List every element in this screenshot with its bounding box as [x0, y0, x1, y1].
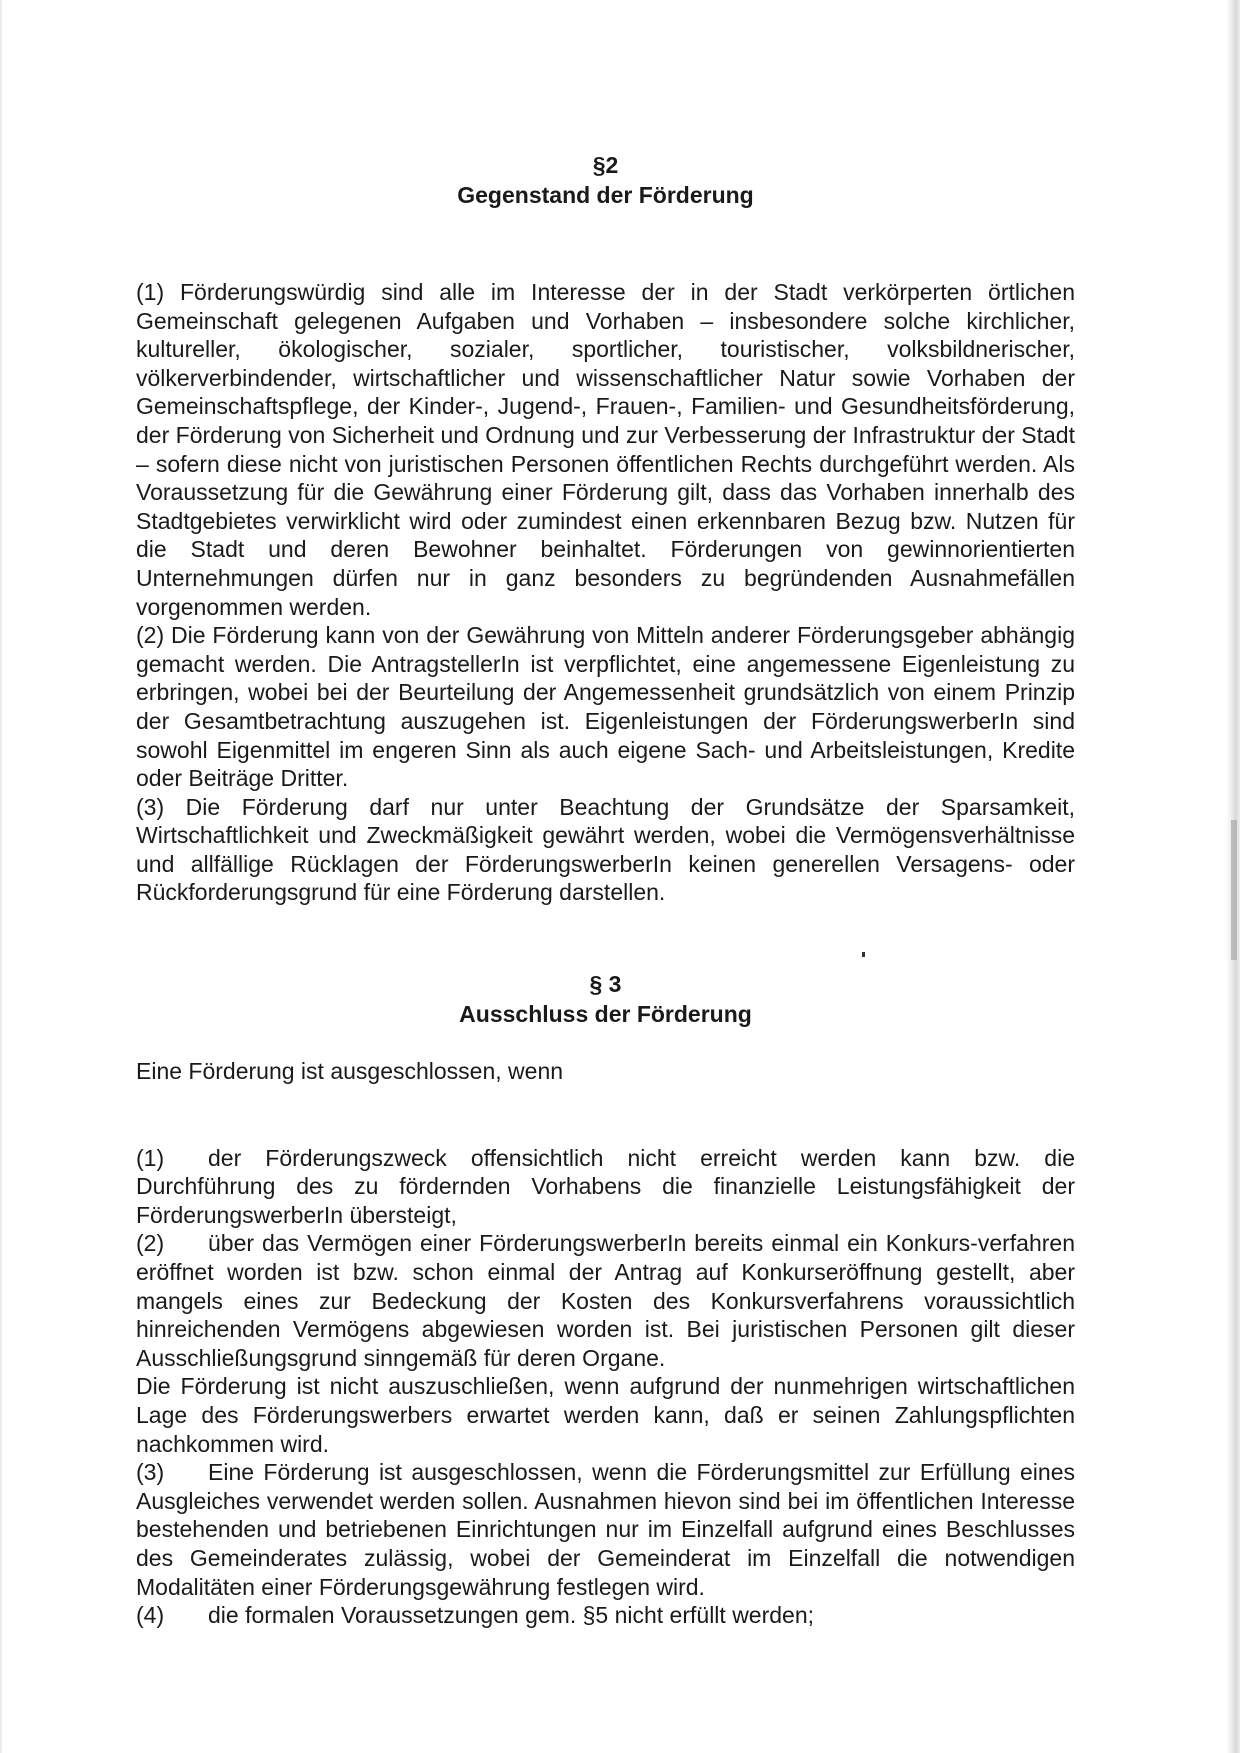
section-3-title: Ausschluss der Förderung	[459, 1001, 752, 1028]
scan-left-edge	[0, 0, 2, 1753]
item-text: die formalen Voraussetzungen gem. §5 nicht erfüllt werden;	[208, 1602, 815, 1629]
item-text: über das Vermögen einer FörderungswerberIn bereits einmal ein Konkurs-verfahren eröffnet worden ist bzw. schon einmal der Antrag auf Konkurseröffnung gestellt, aber mangels eines zur Bedeckung der Kosten des Konkursverfahrens voraussichtlich hinreichenden Vermögens abgewiesen worden ist. Bei juristischen Personen gilt dieser Ausschließungsgrund sinngemäß für deren Organe.	[136, 1230, 1075, 1371]
document-page	[136, 150, 1075, 1630]
section-3-item-2	[136, 1229, 1075, 1372]
item-number: (1)	[136, 1144, 165, 1171]
item-number: (2)	[136, 1230, 165, 1257]
section-3-note: Die Förderung ist nicht auszuschließen, wenn aufgrund der nunmehrigen wirtschaftlichen Lage des Förderungswerbers erwartet werden kann, daß er seinen Zahlungspflichten nachkommen wird.	[136, 1373, 1075, 1457]
scan-speck	[862, 952, 865, 957]
section-3-item-3	[136, 1458, 1075, 1601]
item-text: der Förderungszweck offensichtlich nicht erreicht werden kann bzw. die Durchführung des zu fördernden Vorhabens die finanzielle Leistungsfähigkeit der FörderungswerberIn übersteigt,	[136, 1144, 1075, 1228]
section-3-intro: Eine Förderung ist ausgeschlossen, wenn	[136, 1058, 564, 1085]
section-2-title: Gegenstand der Förderung	[457, 182, 754, 208]
item-number: (4)	[136, 1602, 165, 1629]
section-2-paragraph-3: (3) Die Förderung darf nur unter Beachtung der Grundsätze der Sparsamkeit, Wirtschaftlichkeit und Zweckmäßigkeit gewährt werden, wobei die Vermögensverhältnisse und allfällige Rücklagen der FörderungswerberIn keinen generellen Versagens- oder Rückforderungsgrund für eine Förderung darstellen.	[136, 793, 1075, 906]
section-3-heading	[136, 969, 1075, 1029]
section-3-item-1	[136, 1144, 1075, 1230]
section-2-heading	[136, 150, 1075, 210]
section-2-paragraph-1: (1) Förderungswürdig sind alle im Interesse der in der Stadt verkörperten örtlichen Gemeinschaft gelegenen Aufgaben und Vorhaben – insbesondere solche kirchlicher, kultureller, ökologischer, sozialer, sportlicher, touristischer, volksbildnerischer, völkerverbindender, wirtschaftlicher und wissenschaftlicher Natur sowie Vorhaben der Gemeinschaftspflege, der Kinder-, Jugend-, Frauen-, Familien- und Gesundheitsförderung, der Förderung von Sicherheit und Ordnung und zur Verbesserung der Infrastruktur der Stadt – sofern diese nicht von juristischen Personen öffentlichen Rechts durchgeführt werden. Als Voraussetzung für die Gewährung einer Förderung gilt, dass das Vorhaben innerhalb des Stadtgebietes verwirklicht wird oder zumindest einen erkennbaren Bezug bzw. Nutzen für die Stadt und deren Bewohner beinhaltet. Förderungen von gewinnorientierten Unternehmungen dürfen nur in ganz besonders zu begründenden Ausnahmefällen vorgenommen werden.	[136, 279, 1075, 620]
section-3-item-4	[136, 1601, 1075, 1630]
section-3-number: § 3	[589, 971, 622, 998]
scan-right-shadow	[1231, 820, 1237, 960]
section-2-paragraph-2: (2) Die Förderung kann von der Gewährung von Mitteln anderer Förderungsgeber abhängig gemacht werden. Die AntragstellerIn ist verpflichtet, eine angemessene Eigenleistung zu erbringen, wobei bei der Beurteilung der Angemessenheit grundsätzlich von einem Prinzip der Gesamtbetrachtung auszugehen ist. Eigenleistungen der FörderungswerberIn sind sowohl Eigenmittel im engeren Sinn als auch eigene Sach- und Arbeitsleistungen, Kredite oder Beiträge Dritter.	[136, 622, 1075, 792]
item-text: Eine Förderung ist ausgeschlossen, wenn die Förderungsmittel zur Erfüllung eines Ausgleiches verwendet werden sollen. Ausnahmen hievon sind bei im öffentlichen Interesse bestehenden und betriebenen Einrichtungen nur im Einzelfall aufgrund eines Beschlusses des Gemeinderates zulässig, wobei der Gemeinderat im Einzelfall die notwendigen Modalitäten einer Förderungsgewährung festlegen wird.	[136, 1459, 1075, 1600]
item-number: (3)	[136, 1459, 165, 1486]
section-2-number: §2	[592, 152, 619, 178]
